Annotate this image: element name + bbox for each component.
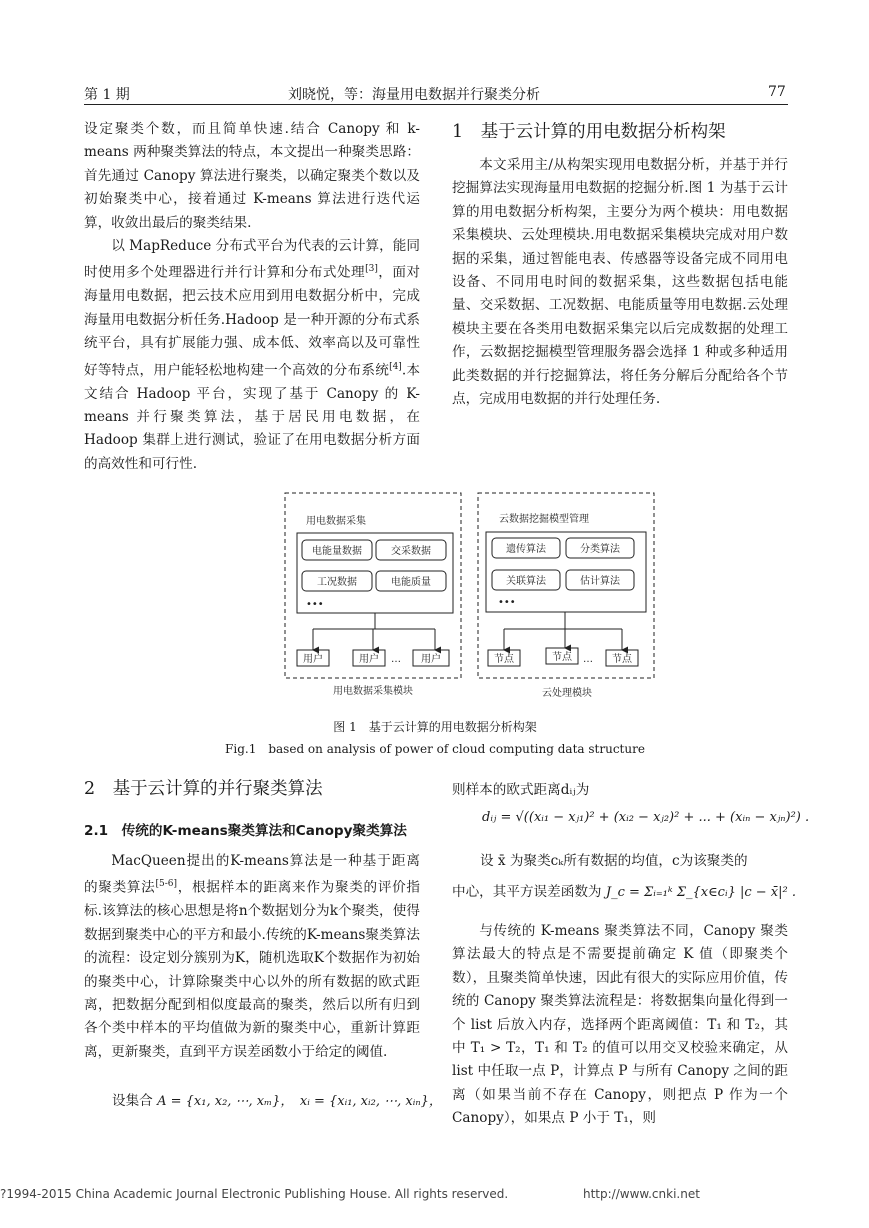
node-ellipsis: …	[583, 654, 593, 665]
text-fragment: MacQueen提出的K-means算法是一种基于距离的聚类算法	[84, 853, 420, 896]
left-column-bottom	[84, 850, 420, 1064]
euclid-distance-formula: dᵢⱼ = √((xᵢ₁ − xⱼ₁)² + (xᵢ₂ − xⱼ₂)² + ... + (xᵢₙ − xⱼₙ)²) .	[482, 810, 810, 825]
right-column-top	[452, 154, 788, 411]
figure-1-caption-en: Fig.1 based on analysis of power of cloud computing data structure	[225, 742, 645, 756]
node-1: 节点	[494, 654, 514, 665]
left-column-top	[84, 118, 420, 476]
left-module-label: 用电数据采集模块	[333, 686, 413, 697]
item-classification: 分类算法	[580, 544, 620, 555]
header-rule	[84, 104, 788, 105]
text-fragment: ，面对海量用电数据，把云技术应用到用电数据分析中，完成海量用电数据分析任务.Hadoop 是一种开源的分布式系统平台，具有扩展能力强、成本低、效率高以及可靠性好等特点，用户能轻松地构建一个高效的分布系统	[84, 264, 421, 379]
error-function-intro: 中心，其平方误差函数为	[452, 884, 602, 900]
paragraph-kmeans	[84, 850, 420, 1064]
left-dots: •••	[306, 599, 324, 610]
right-dots: •••	[498, 597, 516, 608]
paragraph-canopy-kmeans: 设定聚类个数，而且简单快速.结合 Canopy 和 k-means 两种聚类算法的特点，本文提出一种聚类思路：首先通过 Canopy 算法进行聚类，以确定聚类个数以及初始聚类中心，接着通过 K-means 算法进行迭代运算，收敛出最后的聚类结果.	[84, 121, 420, 231]
paragraph-architecture: 本文采用主/从构架实现用电数据分析，并基于并行挖掘算法实现海量用电数据的挖掘分析.图 1 为基于云计算的用电数据分析构架，主要分为两个模块：用电数据采集模块、云处理模块.用电数据采集模块完成对用户数据的采集，通过智能电表、传感器等设备完成不同用电设备、不同用电时间的数据采集，这些数据包括电能量、交采数据、工况数据、电能质量等用电数据.云处理模块主要在各类用电数据采集完以后完成数据的处理工作，云数据挖掘模型管理服务器会选择 1 种或多种适用此类数据的并行挖掘算法，将任务分解后分配给各个节点，完成用电数据的并行处理任务.	[452, 157, 788, 408]
user-2: 用户	[359, 654, 379, 665]
item-quality: 电能质量	[391, 577, 431, 588]
paragraph-canopy	[452, 920, 788, 1131]
section-2-title: 2 基于云计算的并行聚类算法	[84, 779, 323, 799]
copyright-text: ?1994-2015 China Academic Journal Electronic Publishing House. All rights reserved.	[0, 1187, 509, 1201]
set-definition-formula: A = {x₁, x₂, ⋯, xₘ}， xᵢ = {xᵢ₁, xᵢ₂, ⋯, xᵢₙ}，	[157, 1094, 442, 1109]
user-3: 用户	[421, 654, 441, 665]
reference-4: [4]	[389, 361, 402, 372]
text-fragment: .本文结合 Hadoop 平台，实现了基于 Canopy 的 K-means 并行聚类算法，基于居民用电数据，在 Hadoop 集群上进行测试，验证了在用电数据分析方面的高效性和可行性.	[84, 362, 420, 472]
paragraph-canopy-text: 与传统的 K-means 聚类算法不同，Canopy 聚类算法最大的特点是不需要提前确定 K 值（即聚类个数），且聚类简单快速，因此有很大的实际应用价值，传统的 Canopy 聚类算法流程是：将数据集向量化得到一个 list 后放入内存，选择两个距离阈值：T₁ 和 T₂，其中 T₁ > T₂，T₁ 和 T₂ 的值可以用交叉校验来确定，从 list 中任取一点 P，计算点 P 与所有 Canopy 之间的距离（如果当前不存在 Canopy，则把点 P 作为一个 Canopy），如果点 P 小于 T₁，则	[452, 923, 788, 1127]
text-fragment: ，根据样本的距离来作为聚类的评价指标.该算法的核心思想是将n个数据划分为k个聚类，使得数据到聚类中心的平方和最小.传统的K-means聚类算法的流程：设定划分簇别为K，随机选取K个数据作为初始的聚类中心，计算除聚类中心以外的所有数据的欧式距离，把数据分配到相似度最高的聚类，然后以所有归到各个类中样本的平均值做为新的聚类中心，重新计算距离，更新聚类，直到平方误差函数小于给定的阈值.	[84, 879, 421, 1060]
user-ellipsis: …	[391, 654, 401, 665]
item-genetic: 遗传算法	[506, 544, 546, 555]
right-module-label: 云处理模块	[542, 688, 592, 699]
running-header-issue: 第 1 期	[84, 87, 130, 103]
item-energy: 电能量数据	[312, 546, 362, 557]
euclid-intro: 则样本的欧式距离dᵢⱼ为	[452, 782, 590, 798]
subsection-2-1-title: 2.1 传统的K-means聚类算法和Canopy聚类算法	[84, 823, 407, 839]
reference-3: [3]	[365, 264, 378, 275]
figure-1-diagram	[280, 490, 660, 705]
node-3: 节点	[612, 654, 632, 665]
mean-definition-line: 设 x̄ 为聚类cₖ所有数据的均值，c为该聚类的	[480, 853, 748, 869]
item-estimation: 估计算法	[580, 576, 620, 587]
item-association: 关联算法	[506, 576, 546, 587]
left-module-title: 用电数据采集	[306, 516, 366, 527]
set-definition-label: 设集合	[112, 1093, 153, 1109]
item-condition: 工况数据	[317, 577, 357, 588]
text-fragment: 以 MapReduce 分布式平台为代表的云计算，能同时使用多个处理器进行并行计算和分布式处理	[84, 238, 420, 281]
user-1: 用户	[303, 654, 323, 665]
right-module-title: 云数据挖掘模型管理	[499, 514, 589, 525]
reference-5-6: [5-6]	[155, 879, 177, 890]
node-2: 节点	[552, 652, 572, 663]
running-header-page-number: 77	[768, 84, 786, 100]
set-definition-line	[112, 1089, 442, 1109]
paragraph-mapreduce	[84, 235, 420, 476]
figure-1-caption-cn: 图 1 基于云计算的用电数据分析构架	[333, 720, 537, 734]
running-header-title: 刘晓悦，等：海量用电数据并行聚类分析	[288, 87, 540, 103]
cnki-url: http://www.cnki.net	[583, 1187, 700, 1201]
error-function-formula: J_c = Σᵢ₌₁ᵏ Σ_{x∈cᵢ} |c − x̄|² .	[605, 885, 796, 900]
item-ac-data: 交采数据	[391, 546, 431, 557]
section-1-title: 1 基于云计算的用电数据分析构架	[452, 122, 726, 142]
error-function-line	[452, 880, 796, 900]
